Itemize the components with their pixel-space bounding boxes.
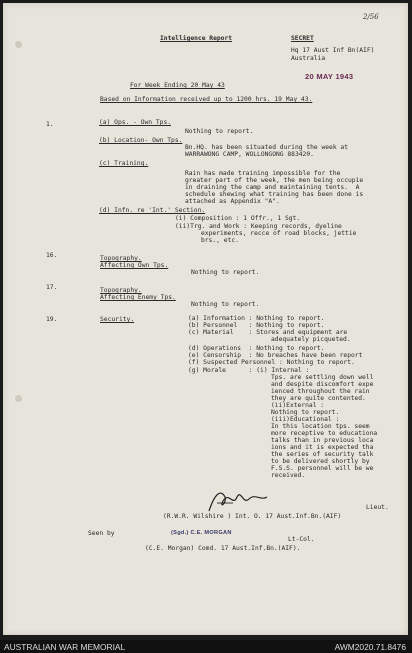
based-on: Based on Information received up to 1200 hrs. 19 May 43.	[100, 96, 313, 103]
section-heading: Topography.	[100, 287, 142, 294]
section-text: greater part of the week, the men being occupie	[185, 177, 364, 184]
section-text: (i) Composition : 1 Offr., 1 Sgt.	[175, 215, 301, 222]
section-heading: (a) Ops. - Own Tps.	[99, 119, 172, 126]
unit-line-2: Australia	[291, 55, 326, 62]
morale-text: more receptive to educationa	[271, 430, 378, 437]
morale-text: Nothing to report.	[271, 409, 340, 416]
security-item: (c) Material : Stores and equipment are	[188, 329, 348, 336]
section-text: Nothing to report.	[185, 128, 254, 135]
section-heading: (c) Training.	[99, 160, 149, 167]
security-item: (d) Operations : Nothing to report.	[188, 345, 325, 352]
document-page	[3, 3, 408, 635]
rank-lieut: Lieut.	[366, 504, 389, 511]
seen-by: Seen by	[88, 530, 115, 537]
archive-footer	[0, 640, 412, 653]
classification: SECRET	[291, 35, 314, 42]
morale-text: ienced throughout the rain	[271, 388, 370, 395]
section-heading: Affecting Own Tps.	[100, 262, 169, 269]
morale-text: and despite discomfort expe	[271, 381, 374, 388]
morale-text: to be delivered shortly by	[271, 458, 370, 465]
punch-hole	[15, 395, 22, 402]
week-ending: For Week Ending 20 May 43	[130, 82, 225, 89]
date-stamp: 20 MAY 1943	[305, 72, 354, 81]
archive-name: AUSTRALIAN WAR MEMORIAL	[4, 642, 126, 652]
security-item: adequately picqueted.	[271, 336, 351, 343]
section-heading: Security.	[100, 316, 135, 323]
section-text: Nothing to report.	[191, 269, 260, 276]
report-title: Intelligence Report	[160, 35, 233, 42]
security-item: (e) Censorship : No breaches have been report	[188, 352, 363, 359]
archive-id: AWM2020.71.8476	[334, 642, 406, 652]
section-text: in draining the camp and maintaining tents. A	[185, 184, 360, 191]
security-item: (g) Morale : (i) Internal :	[188, 367, 310, 374]
commander-line: (C.E. Morgan) Comd. 17 Aust.Inf.Bn.(AIF).	[145, 545, 301, 552]
section-heading: Affecting Enemy Tps.	[100, 294, 176, 301]
security-item: (f) Suspected Personnel : Nothing to report.	[188, 359, 355, 366]
section-number: 16.	[46, 252, 58, 259]
rank-ltcol: Lt-Col.	[288, 536, 315, 543]
morale-text: ions and it is expected tha	[271, 444, 374, 451]
section-text: (ii)Trg. and Work : Keeping records, dyeline	[175, 223, 342, 230]
section-number: 19.	[46, 316, 58, 323]
section-number: 1.	[46, 121, 54, 128]
signed-stamp: (Sgd.) C.E. MORGAN	[171, 530, 232, 536]
section-text: experiments, recce of road blocks, jettie	[201, 230, 357, 237]
section-text: Bn.HQ. has been situated during the week at	[185, 144, 349, 151]
security-item: (a) Information : Nothing to report.	[188, 315, 325, 322]
section-text: attached as Appendix "A".	[185, 198, 280, 205]
punch-hole	[15, 41, 22, 48]
security-item: (b) Personnel : Nothing to report.	[188, 322, 325, 329]
section-text: schedule shewing what training has been done is	[185, 191, 364, 198]
morale-text: received.	[271, 472, 306, 479]
section-heading: Topography.	[100, 255, 142, 262]
morale-text: (ii)External :	[271, 402, 325, 409]
morale-text: talks than in previous loca	[271, 437, 374, 444]
morale-text: they are quite contented.	[271, 395, 366, 402]
morale-text: In this location tps. seem	[271, 423, 370, 430]
unit-line-1: Hq 17 Aust Inf Bn(AIF)	[291, 47, 375, 54]
corner-note: 2/56	[363, 13, 379, 21]
morale-text: F.S.S. personnel will be we	[271, 465, 374, 472]
signatory-line: (R.W.R. Wilshire ) Int. O. 17 Aust.Inf.Bn.(AIF)	[163, 513, 342, 520]
section-number: 17.	[46, 284, 58, 291]
section-heading: (b) Location- Own Tps.	[99, 137, 183, 144]
section-text: WARRAWONG CAMP, WOLLONGONG 883420.	[185, 151, 314, 158]
morale-text: the series of security talk	[271, 451, 374, 458]
morale-text: (iii)Educational :	[271, 416, 340, 423]
section-text: Nothing to report.	[191, 301, 260, 308]
section-heading: (d) Infn. re 'Int.' Section.	[99, 207, 206, 214]
section-text: brs., etc.	[201, 237, 239, 244]
morale-text: Tps. are settling down well	[271, 374, 374, 381]
section-text: Rain has made training impossible for the	[185, 170, 341, 177]
